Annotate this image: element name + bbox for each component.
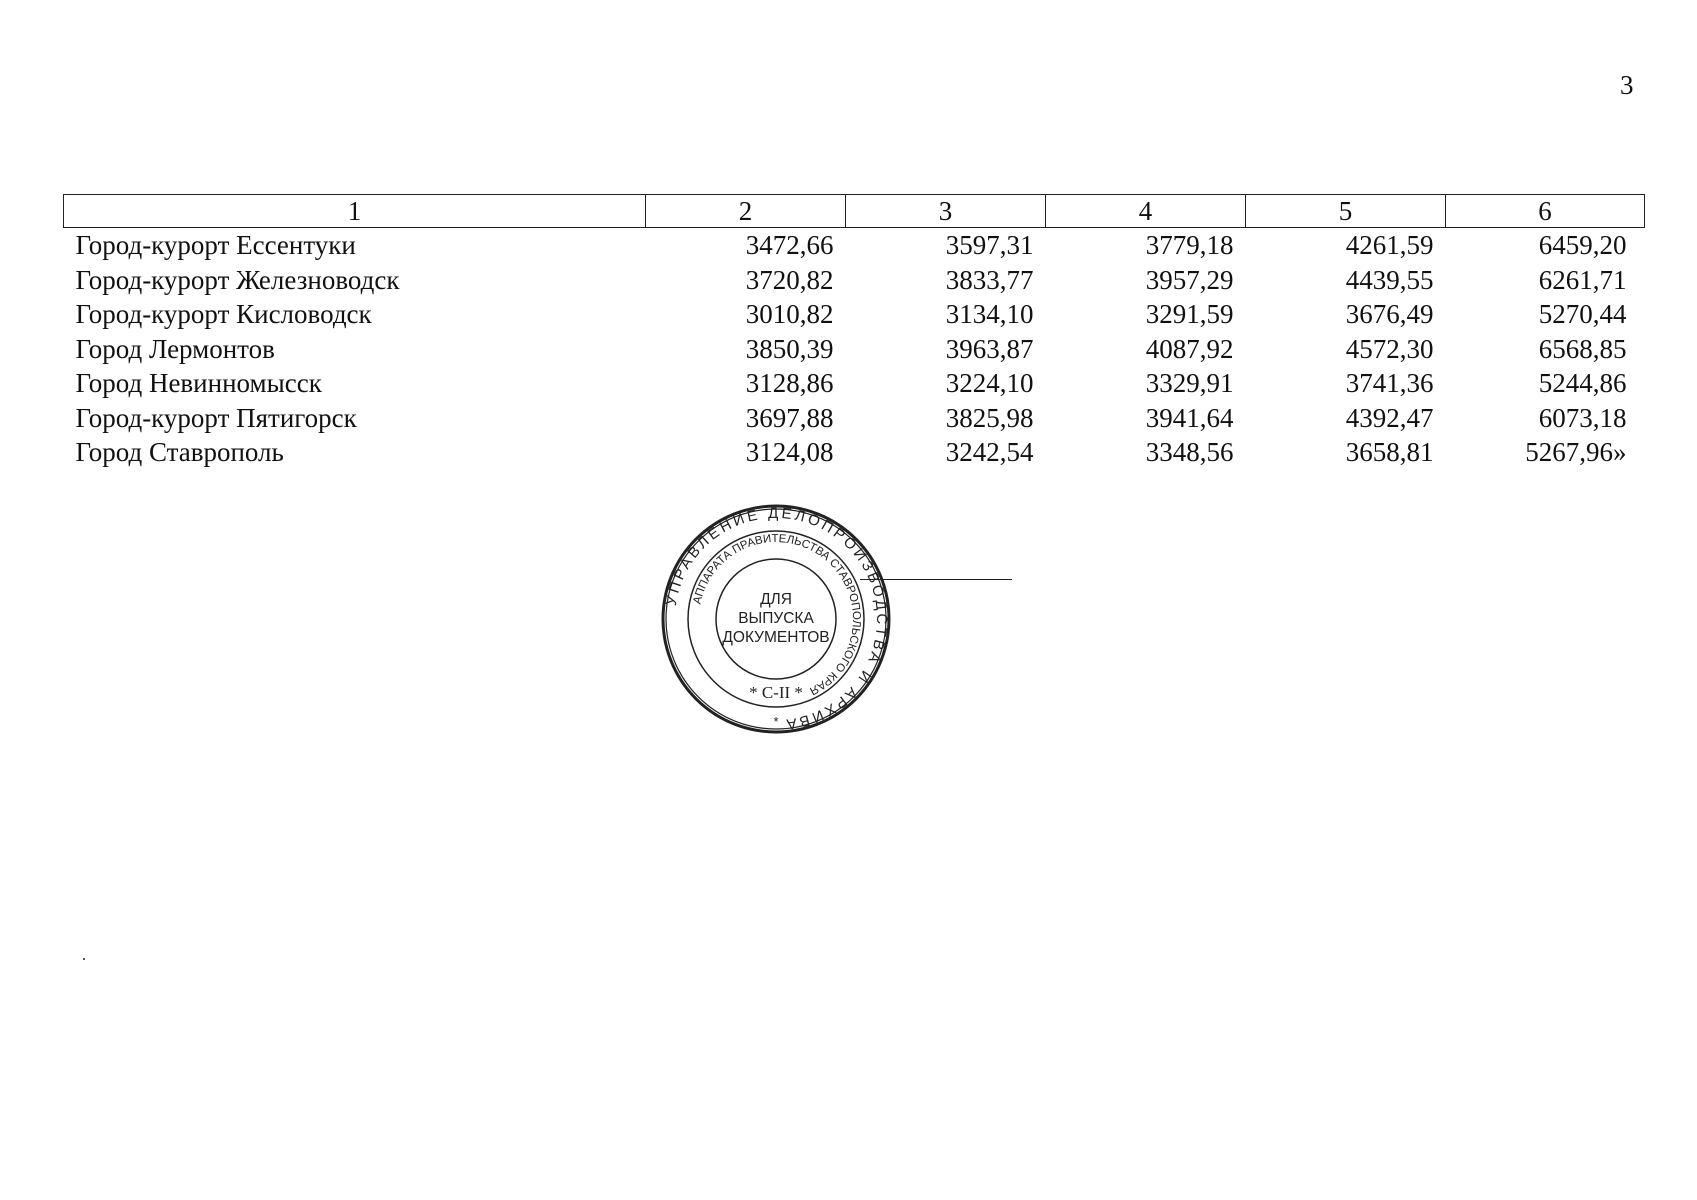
stamp-seal-icon — [660, 503, 892, 735]
table-cell: 3941,64 — [1145, 402, 1234, 433]
table-cell: 4572,30 — [1345, 333, 1434, 364]
signature-line — [860, 579, 1012, 580]
table-row — [64, 401, 1645, 436]
table-cell: 3128,86 — [745, 368, 834, 398]
table-cell: 3658,81 — [1345, 437, 1434, 467]
table-row — [64, 228, 1645, 263]
city-name: Город Лермонтов — [75, 333, 275, 364]
table-row — [64, 366, 1645, 401]
table-cell: 4439,55 — [1345, 264, 1434, 295]
table-cell: 3741,36 — [1345, 368, 1434, 398]
table-row — [64, 435, 1645, 470]
table-cell: 6073,18 — [1538, 402, 1627, 433]
column-header: 2 — [646, 195, 846, 228]
data-table — [63, 194, 1645, 470]
table-cell: 3957,29 — [1145, 264, 1234, 295]
city-name: Город-курорт Ессентуки — [75, 230, 356, 260]
table-cell: 3825,98 — [945, 402, 1034, 433]
city-name: Город-курорт Кисловодск — [75, 299, 372, 329]
official-stamp — [660, 503, 892, 735]
stamp-center-line: ДЛЯ — [760, 591, 792, 608]
scan-dot — [83, 958, 85, 960]
table-cell: 3134,10 — [945, 299, 1034, 329]
stamp-code: * С-II * — [749, 683, 803, 702]
stamp-outer-text: УПРАВЛЕНИЕ ДЕЛОПРОИЗВОДСТВА И АРХИВА — [662, 504, 891, 733]
table-cell: 3963,87 — [945, 333, 1034, 364]
column-header: 5 — [1246, 195, 1446, 228]
table-cell: 6261,71 — [1538, 264, 1627, 295]
table-cell: 6568,85 — [1538, 333, 1627, 364]
stamp-inner-text: АППАРАТА ПРАВИТЕЛЬСТВА СТАВРОПОЛЬСКОГО КРАЯ — [691, 532, 863, 697]
stamp-star: * — [773, 714, 779, 729]
page-number: 3 — [1620, 70, 1634, 100]
table-row — [64, 297, 1645, 332]
table-cell: 3850,39 — [745, 333, 834, 364]
column-header: 6 — [1446, 195, 1645, 228]
table-cell: 3224,10 — [945, 368, 1034, 398]
header-row — [64, 195, 1645, 228]
table-cell: 3779,18 — [1145, 230, 1234, 260]
stamp-center-line: ВЫПУСКА — [738, 610, 814, 627]
table-cell: 3242,54 — [945, 437, 1034, 467]
table-cell: 3472,66 — [745, 230, 834, 260]
stamp-center-line: ДОКУМЕНТОВ — [722, 629, 830, 646]
table-cell: 4392,47 — [1345, 402, 1434, 433]
table-cell: 4261,59 — [1345, 230, 1434, 260]
table-cell: 3010,82 — [745, 299, 834, 329]
table-cell: 3833,77 — [945, 264, 1034, 295]
table-cell: 3291,59 — [1145, 299, 1234, 329]
table-cell: 3676,49 — [1345, 299, 1434, 329]
table-row — [64, 332, 1645, 367]
city-name: Город Ставрополь — [75, 437, 284, 467]
table-cell: 3597,31 — [945, 230, 1034, 260]
table-cell: 3329,91 — [1145, 368, 1234, 398]
table-cell: 3720,82 — [745, 264, 834, 295]
city-name: Город-курорт Железноводск — [75, 264, 400, 295]
column-header: 3 — [846, 195, 1046, 228]
table-cell: 3124,08 — [745, 437, 834, 467]
column-header: 4 — [1046, 195, 1246, 228]
table-cell: 3348,56 — [1145, 437, 1234, 467]
table-cell: 5244,86 — [1538, 368, 1627, 398]
column-header: 1 — [64, 195, 646, 228]
table-cell: 5270,44 — [1538, 299, 1627, 329]
table-cell: 4087,92 — [1145, 333, 1234, 364]
city-name: Город-курорт Пятигорск — [75, 402, 357, 433]
city-name: Город Невинномысск — [75, 368, 322, 398]
table-cell: 3697,88 — [745, 402, 834, 433]
table-cell: 5267,96» — [1525, 437, 1627, 467]
table-cell: 6459,20 — [1538, 230, 1627, 260]
table-row — [64, 263, 1645, 298]
